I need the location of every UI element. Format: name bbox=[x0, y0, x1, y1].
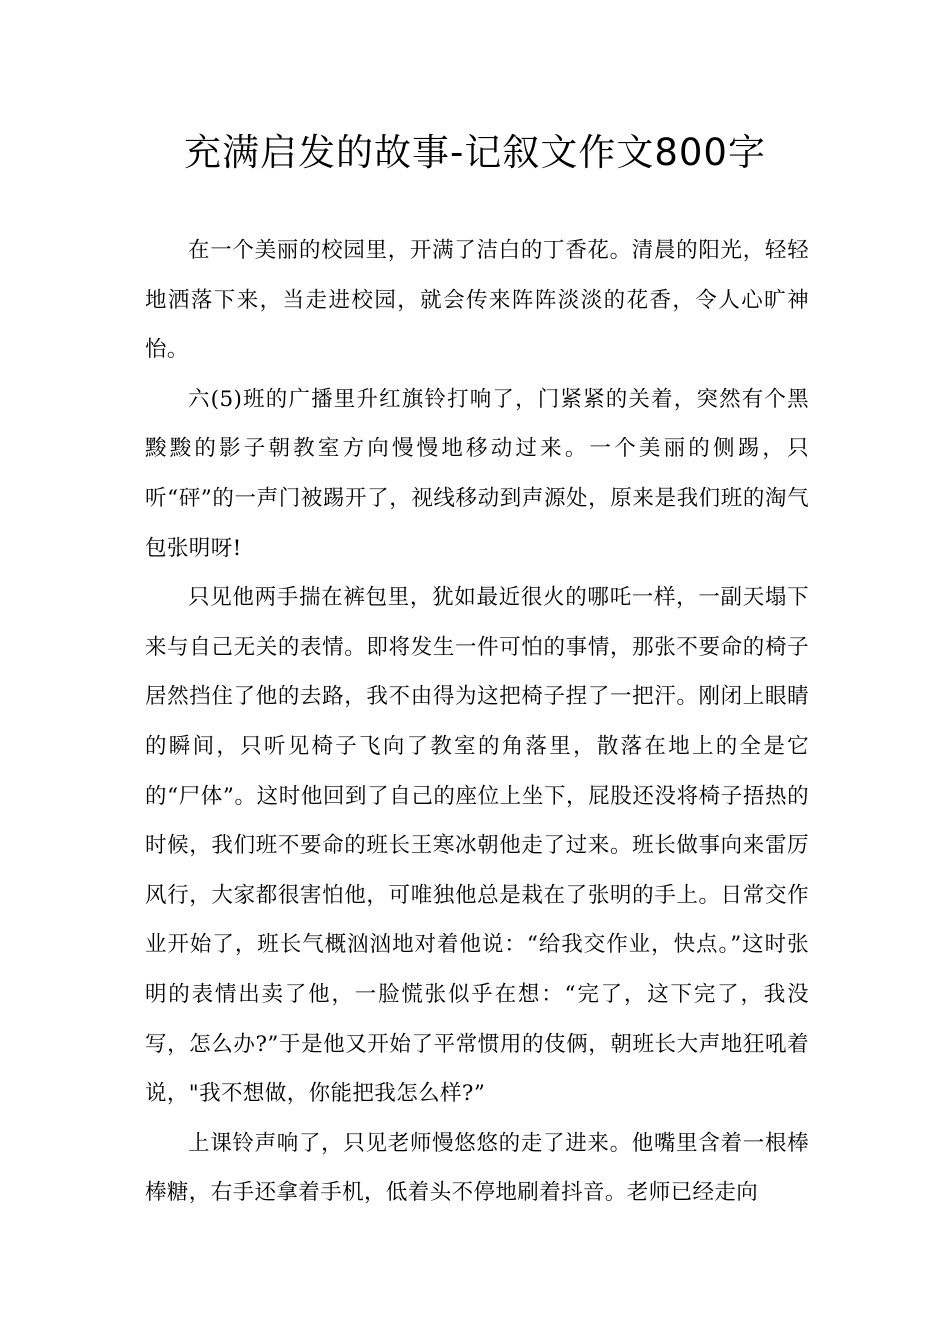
document-body bbox=[145, 226, 809, 1218]
paragraph-4: 上课铃声响了，只见老师慢悠悠的走了进来。他嘴里含着一根棒棒糖，右手还拿着手机，低着头不停地刷着抖音。老师已经走向 bbox=[145, 1130, 809, 1206]
paragraph-1: 在一个美丽的校园里，开满了洁白的丁香花。清晨的阳光，轻轻地洒落下来，当走进校园，就会传来阵阵淡淡的花香，令人心旷神怡。 bbox=[145, 238, 809, 363]
paragraph-2: 六(5)班的广播里升红旗铃打响了，门紧紧的关着，突然有个黑黢黢的影子朝教室方向慢慢地移动过来。一个美丽的侧踢，只听“砰”的一声门被踢开了，视线移动到声源处，原来是我们班的淘气包张明呀! bbox=[145, 386, 809, 561]
document-title: 充满启发的故事-记叙文作文800字 bbox=[184, 131, 766, 174]
paragraph-3: 只见他两手揣在裤包里，犹如最近很火的哪吒一样，一副天塌下来与自己无关的表情。即将发生一件可怕的事情，那张不要命的椅子居然挡住了他的去路，我不由得为这把椅子捏了一把汗。刚闭上眼睛的瞬间，只听见椅子飞向了教室的角落里，散落在地上的全是它的“尸体”。这时他回到了自己的座位上坐下，屁股还没将椅子捂热的时候，我们班不要命的班长王寒冰朝他走了过来。班长做事向来雷厉风行，大家都很害怕他，可唯独他总是栽在了张明的手上。日常交作业开始了，班长气概汹汹地对着他说：“给我交作业，快点。”这时张明的表情出卖了他，一脸慌张似乎在想：“完了，这下完了，我没写，怎么办?”于是他又开始了平常惯用的伎俩，朝班长大声地狂吼着说，"我不想做，你能把我怎么样?” bbox=[145, 585, 809, 1107]
